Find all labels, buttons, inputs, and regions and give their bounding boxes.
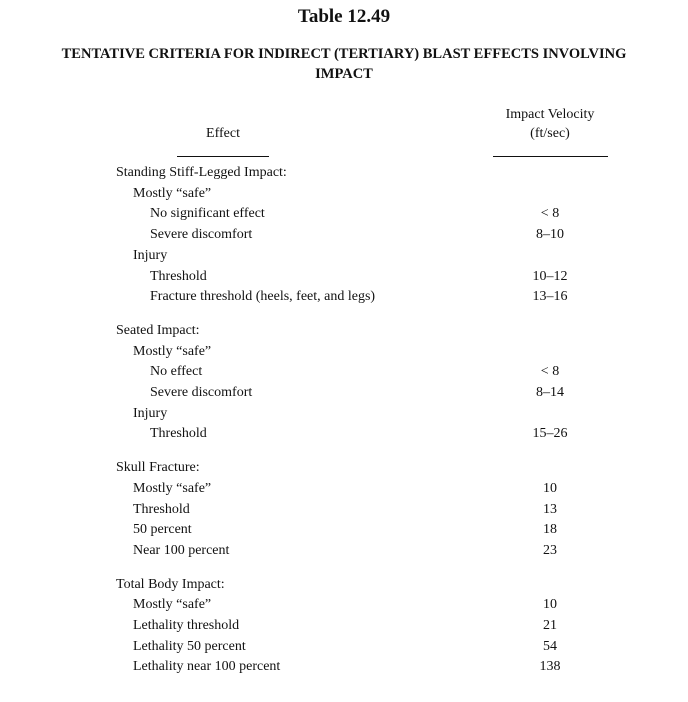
table-row <box>0 344 688 364</box>
velocity-header-rule <box>493 156 608 157</box>
velocity-cell: 8–14 <box>536 385 564 400</box>
velocity-cell: 13–16 <box>532 289 568 305</box>
effect-cell: Fracture threshold (heels, feet, and legs) <box>150 289 376 305</box>
table-row <box>0 522 688 542</box>
effect-cell: Mostly “safe” <box>133 597 212 613</box>
effect-cell: 50 percent <box>133 522 192 538</box>
effect-header-rule <box>177 156 269 157</box>
effect-cell: Standing Stiff-Legged Impact: <box>116 165 287 180</box>
table-row <box>0 385 688 405</box>
velocity-cell: 10 <box>543 480 557 496</box>
effect-cell: Mostly “safe” <box>133 185 212 201</box>
table-title-line-1: TENTATIVE CRITERIA FOR INDIRECT (TERTIARY) BLAST EFFECTS INVOLVING <box>61 46 627 62</box>
column-header-effect: Effect <box>206 126 240 141</box>
effect-cell: Lethality threshold <box>133 618 240 633</box>
table-row <box>0 227 688 247</box>
group-heading-row <box>0 323 688 343</box>
table-row <box>0 481 688 501</box>
group-heading-row <box>0 460 688 480</box>
velocity-cell: 10 <box>543 597 557 613</box>
velocity-cell: 21 <box>543 618 557 633</box>
velocity-cell: 138 <box>539 659 561 675</box>
column-header-velocity-units: (ft/sec) <box>530 126 570 141</box>
velocity-cell: 23 <box>543 542 557 558</box>
table-number: Table 12.49 <box>297 6 391 27</box>
table-row <box>0 248 688 268</box>
effect-cell: Severe discomfort <box>150 385 253 400</box>
velocity-cell: < 8 <box>540 206 560 222</box>
table-row <box>0 289 688 309</box>
table-row <box>0 206 688 226</box>
table-row <box>0 659 688 679</box>
effect-cell: Total Body Impact: <box>116 576 225 592</box>
table-row <box>0 543 688 563</box>
effect-cell: Seated Impact: <box>116 322 200 338</box>
table-row <box>0 426 688 446</box>
effect-cell: Mostly “safe” <box>133 343 212 359</box>
effect-cell: Threshold <box>150 426 207 442</box>
table-row <box>0 597 688 617</box>
effect-cell: Lethality near 100 percent <box>133 659 281 675</box>
effect-cell: No effect <box>150 364 203 380</box>
velocity-cell: 10–12 <box>532 268 568 284</box>
effect-cell: Injury <box>133 247 168 263</box>
effect-cell: Lethality 50 percent <box>133 638 246 654</box>
group-heading-row <box>0 577 688 597</box>
velocity-cell: 13 <box>543 501 557 517</box>
velocity-cell: 54 <box>543 638 557 654</box>
table-title-line-2: IMPACT <box>315 66 373 82</box>
effect-cell: Skull Fracture: <box>116 460 200 476</box>
table-row <box>0 364 688 384</box>
table-row <box>0 639 688 659</box>
effect-cell: Injury <box>133 405 168 421</box>
table-row <box>0 502 688 522</box>
velocity-cell: 18 <box>543 522 557 538</box>
effect-cell: Severe discomfort <box>150 227 253 243</box>
table-row <box>0 186 688 206</box>
table-row <box>0 269 688 289</box>
table-row <box>0 406 688 426</box>
column-header-velocity: Impact Velocity <box>505 107 595 122</box>
velocity-cell: 8–10 <box>536 227 564 243</box>
effect-cell: Mostly “safe” <box>133 480 212 496</box>
effect-cell: Near 100 percent <box>133 542 230 558</box>
effect-cell: Threshold <box>133 501 190 517</box>
effect-cell: No significant effect <box>150 206 265 222</box>
table-row <box>0 618 688 638</box>
velocity-cell: 15–26 <box>532 426 568 442</box>
effect-cell: Threshold <box>150 268 207 284</box>
velocity-cell: < 8 <box>540 364 560 380</box>
group-heading-row <box>0 165 688 185</box>
